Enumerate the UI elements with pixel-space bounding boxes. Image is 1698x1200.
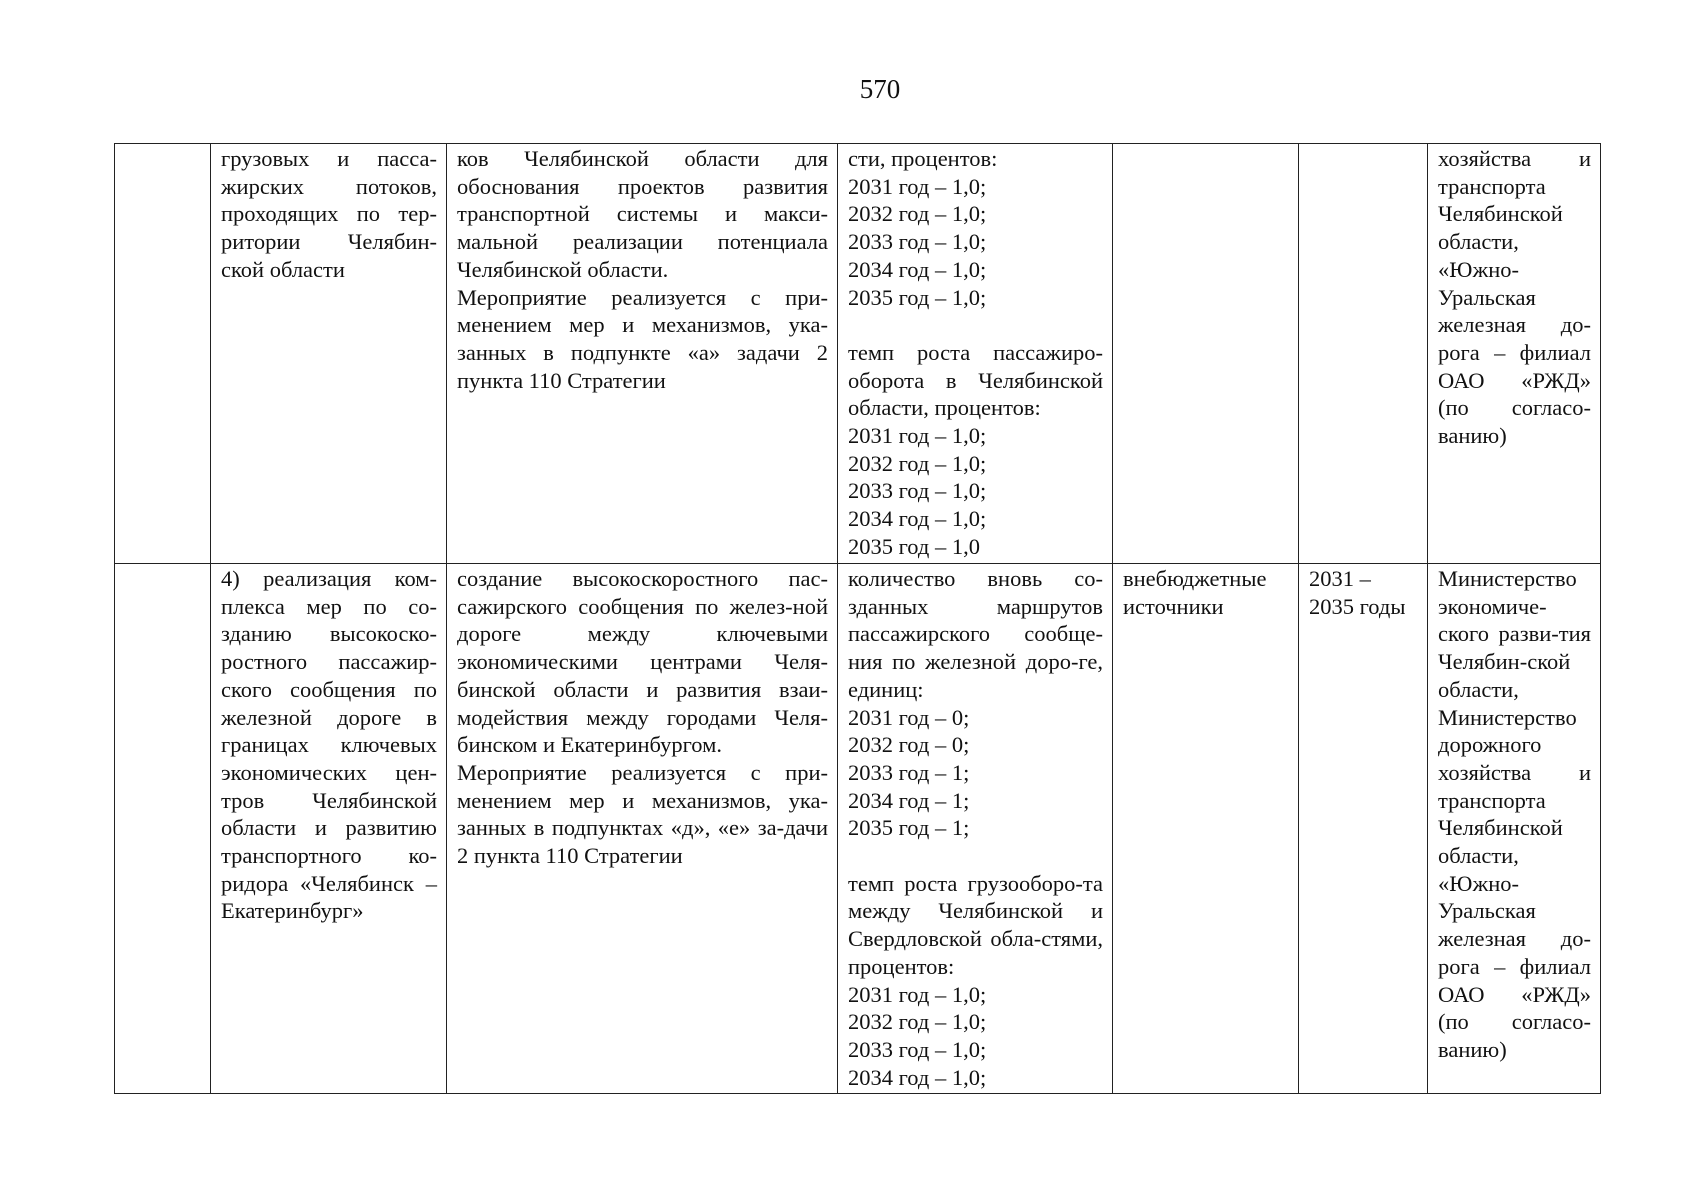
indicator-cell bbox=[838, 144, 1113, 564]
table-row bbox=[115, 564, 1601, 1094]
executor-cell: Министерство экономиче-ского разви-тия Челябин-ской области, Министерство дорожного хозяйства и транспорта Челябинской области, «Южно-Уральская железная до-рога – филиал ОАО «РЖД» (по согласо-ванию) bbox=[1428, 564, 1601, 1094]
funding-cell bbox=[1113, 144, 1299, 564]
page-number: 570 bbox=[859, 74, 901, 104]
table-row bbox=[115, 144, 1601, 564]
measure-note: Мероприятие реализуется с при-менением мер и механизмов, ука-занных в подпунктах «д», «е» за-дачи 2 пункта 110 Стратегии bbox=[457, 759, 828, 869]
indicator-block: количество вновь со-зданных маршрутов пассажирского сообще-ния по железной доро-ге, единиц: 2031 год – 0; 2032 год – 0; 2033 год – 1; 2034 год – 1; 2035 год – 1; bbox=[848, 566, 1103, 841]
funding-cell: внебюджетные источники bbox=[1113, 564, 1299, 1094]
row-number-cell bbox=[115, 564, 211, 1094]
indicator-cell bbox=[838, 564, 1113, 1094]
indicator-block: сти, процентов: 2031 год – 1,0; 2032 год – 1,0; 2033 год – 1,0; 2034 год – 1,0; 2035 год – 1,0; bbox=[848, 146, 998, 310]
measure-cell bbox=[447, 564, 838, 1094]
period-cell bbox=[1299, 144, 1428, 564]
measure-cell bbox=[447, 144, 838, 564]
row-number-cell bbox=[115, 144, 211, 564]
indicator-block: темп роста грузооборо-та между Челябинской и Свердловской обла-стями, процентов: 2031 год – 1,0; 2032 год – 1,0; 2033 год – 1,0; 2034 год – 1,0; bbox=[848, 870, 1103, 1090]
strategy-measures-table bbox=[114, 143, 1601, 1094]
measure-text: создание высокоскоростного пас-сажирского сообщения по желез-ной дороге между ключевыми экономическими центрами Челя-бинской области и развития взаи-модействия между городами Челя-бинском и Екатеринбургом. bbox=[457, 566, 828, 758]
measure-note: Мероприятие реализуется с при-менением мер и механизмов, ука-занных в подпункте «а» задачи 2 пункта 110 Стратегии bbox=[457, 284, 828, 393]
task-cell: грузовых и пасса-жирских потоков, проходящих по тер-ритории Челябин-ской области bbox=[211, 144, 447, 564]
executor-cell: хозяйства и транспорта Челябинской области, «Южно-Уральская железная до-рога – филиал ОАО «РЖД» (по согласо-ванию) bbox=[1428, 144, 1601, 564]
period-cell: 2031 – 2035 годы bbox=[1299, 564, 1428, 1094]
indicator-block: темп роста пассажиро-оборота в Челябинской области, процентов: 2031 год – 1,0; 2032 год – 1,0; 2033 год – 1,0; 2034 год – 1,0; 2035 год – 1,0 bbox=[848, 339, 1103, 559]
measure-text: ков Челябинской области для обоснования проектов развития транспортной системы и макси-мальной реализации потенциала Челябинской области. bbox=[457, 146, 828, 282]
task-cell: 4) реализация ком-плекса мер по со-зданию высокоско-ростного пассажир-ского сообщения по железной дороге в границах ключевых экономических цен-тров Челябинской области и развитию транспортного ко-ридора «Челябинск – Екатеринбург» bbox=[211, 564, 447, 1094]
